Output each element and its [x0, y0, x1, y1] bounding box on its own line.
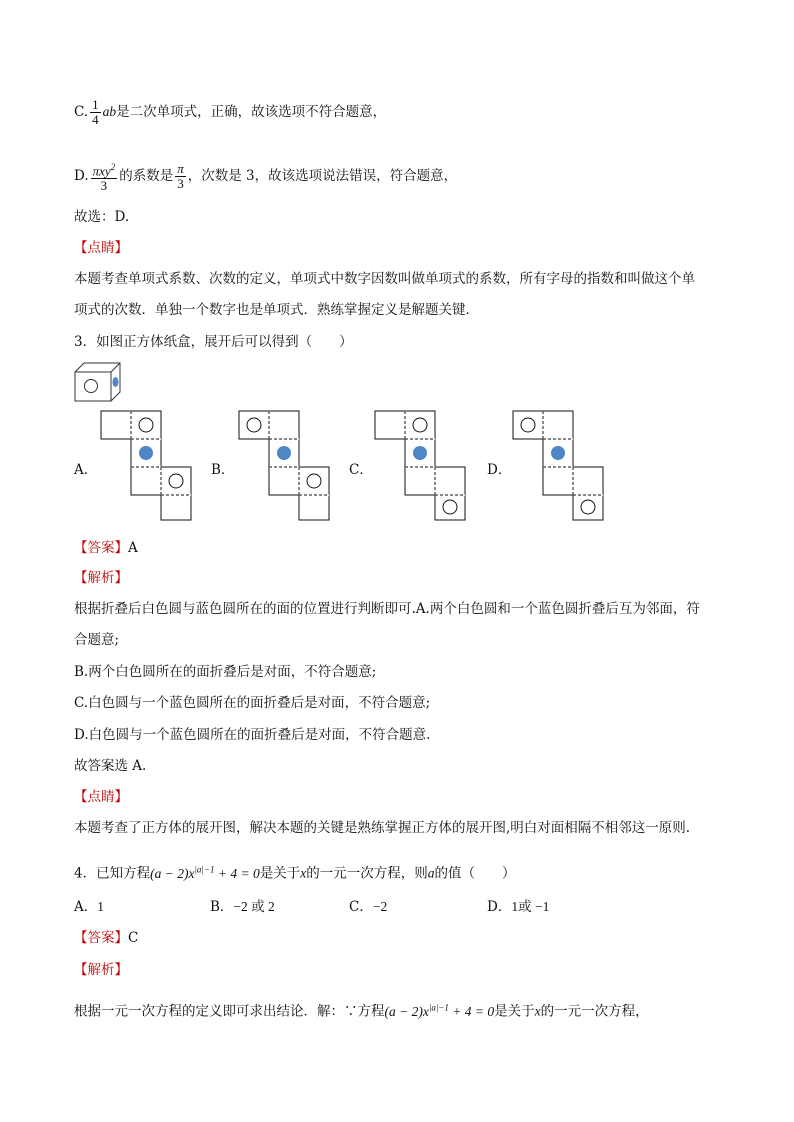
q4-option-d[interactable]: [487, 897, 549, 917]
net-label-a: A．: [74, 462, 98, 478]
option-c-line: [74, 98, 734, 127]
cube-figure: [74, 362, 124, 402]
jiexi3-line5: D.白色圆与一个蓝色圆所在的面折叠后是对面，不符合题意.: [74, 727, 431, 743]
answer-4-line: [74, 928, 734, 948]
net-label-c: C．: [349, 462, 373, 478]
var-ab: ab: [102, 104, 117, 119]
q4-option-c-label: C．: [349, 899, 373, 915]
answer-4-value: C: [128, 930, 139, 946]
choose-line-3: 故答案选 A.: [74, 758, 147, 774]
q4-option-b-label: B．: [210, 899, 234, 915]
jiexi4-prefix: 根据一元一次方程的定义即可求出结论．解：∵方程: [74, 1003, 385, 1020]
frac-den: 3: [100, 178, 108, 194]
option-d-prefix: D.: [74, 168, 89, 185]
q4-equation: [150, 866, 260, 881]
jiexi4-eq: (a − 2)x: [384, 1003, 429, 1019]
answer-label-4: 【答案】: [74, 930, 128, 946]
dianjing-label-3: 【点睛】: [74, 789, 128, 805]
q4-prefix: 4．已知方程: [74, 865, 151, 882]
option-d-mid: 的系数是: [119, 168, 174, 185]
q4-option-c[interactable]: [349, 897, 387, 917]
fraction-pi-over-3: [175, 162, 186, 191]
frac-num: 1: [92, 97, 99, 112]
q4-option-c-value: −2: [372, 899, 388, 914]
option-d-line: [74, 160, 734, 193]
dianjing2-line2: 项式的次数．单独一个数字也是单项式．熟练掌握定义是解题关键．: [74, 302, 479, 318]
jiexi3-line2: 合题意;: [74, 632, 120, 648]
choose-line-2: 故选：D.: [74, 209, 130, 225]
net-label-d: D．: [487, 462, 512, 478]
jiexi-label-4: 【解析】: [74, 962, 128, 978]
jiexi-label-3: 【解析】: [74, 570, 128, 586]
q4-mid: 是关于: [259, 865, 301, 882]
jiexi4-tail: 的一元一次方程，: [540, 1003, 649, 1020]
fraction-one-quarter: [90, 98, 101, 127]
answer-label-3: 【答案】: [74, 540, 128, 556]
q4-eq: (a − 2)x: [150, 865, 195, 881]
question-4: [74, 859, 734, 884]
jiexi4-equation: [385, 1004, 495, 1019]
frac-den: 3: [177, 176, 184, 192]
question-3: 3．如图正方体纸盒，展开后可以得到（ ）: [74, 334, 353, 350]
jiexi3-line3: B.两个白色圆所在的面折叠后是对面，不符合题意;: [74, 664, 377, 680]
option-c-text: 是二次单项式，正确，故该选项不符合题意，: [116, 104, 387, 120]
frac-num: π: [177, 161, 184, 177]
jiexi4-line: [74, 997, 734, 1022]
jiexi3-line1: 根据折叠后白色圆与蓝色圆所在的面的位置进行判断即可.A.两个白色圆和一个蓝色圆折叠后互为邻面，符: [74, 601, 700, 617]
net-c[interactable]: [374, 409, 466, 521]
q4-option-a-label: A．: [74, 899, 98, 915]
jiexi4-x: x: [534, 1003, 541, 1019]
q4-option-a[interactable]: [74, 897, 104, 917]
q4-option-d-value: 1或 −1: [511, 899, 550, 914]
net-a[interactable]: [100, 409, 192, 521]
q4-option-b[interactable]: [210, 897, 275, 917]
jiexi4-eq-sup: |a|−1: [428, 1002, 449, 1012]
q4-option-a-value: 1: [97, 899, 104, 914]
frac-num-text: πxy: [92, 163, 111, 179]
answer-3-line: [74, 538, 734, 558]
q4-option-d-label: D．: [487, 899, 512, 915]
option-c-prefix: C.: [74, 104, 89, 120]
q4-mid2: 的一元一次方程，则: [306, 865, 428, 882]
q4-eq-sup: |a|−1: [194, 864, 215, 874]
answer-3-value: A: [128, 540, 138, 556]
dianjing-label-2: 【点睛】: [74, 240, 128, 256]
jiexi4-eq-tail: + 4 = 0: [448, 1003, 495, 1019]
option-d-text: ，次数是 3，故该选项说法错误，符合题意，: [187, 168, 458, 185]
frac-num: [91, 160, 118, 179]
jiexi4-mid: 是关于: [494, 1003, 535, 1020]
jiexi3-line4: C.白色圆与一个蓝色圆所在的面折叠后是对面，不符合题意;: [74, 695, 431, 711]
dianjing3-line: 本题考查了正方体的展开图，解决本题的关键是熟练掌握正方体的展开图,明白对面相隔不相邻这一原则.: [74, 820, 691, 836]
net-b[interactable]: [238, 409, 330, 521]
q4-x: x: [300, 865, 307, 881]
dianjing2-line1: 本题考查单项式系数、次数的定义，单项式中数字因数叫做单项式的系数，所有字母的指数和叫做这个单: [74, 271, 695, 287]
q4-eq-tail: + 4 = 0: [214, 865, 260, 881]
net-d[interactable]: [512, 409, 604, 521]
q4-option-b-value: −2 或 2: [233, 899, 275, 914]
net-label-b: B．: [211, 462, 235, 478]
frac-den: 4: [92, 112, 99, 127]
frac-num-sup: 2: [110, 162, 116, 172]
q4-a: a: [427, 865, 435, 881]
fraction-pixy2-over-3: [91, 160, 118, 193]
q4-tail: 的值（ ）: [434, 865, 516, 882]
